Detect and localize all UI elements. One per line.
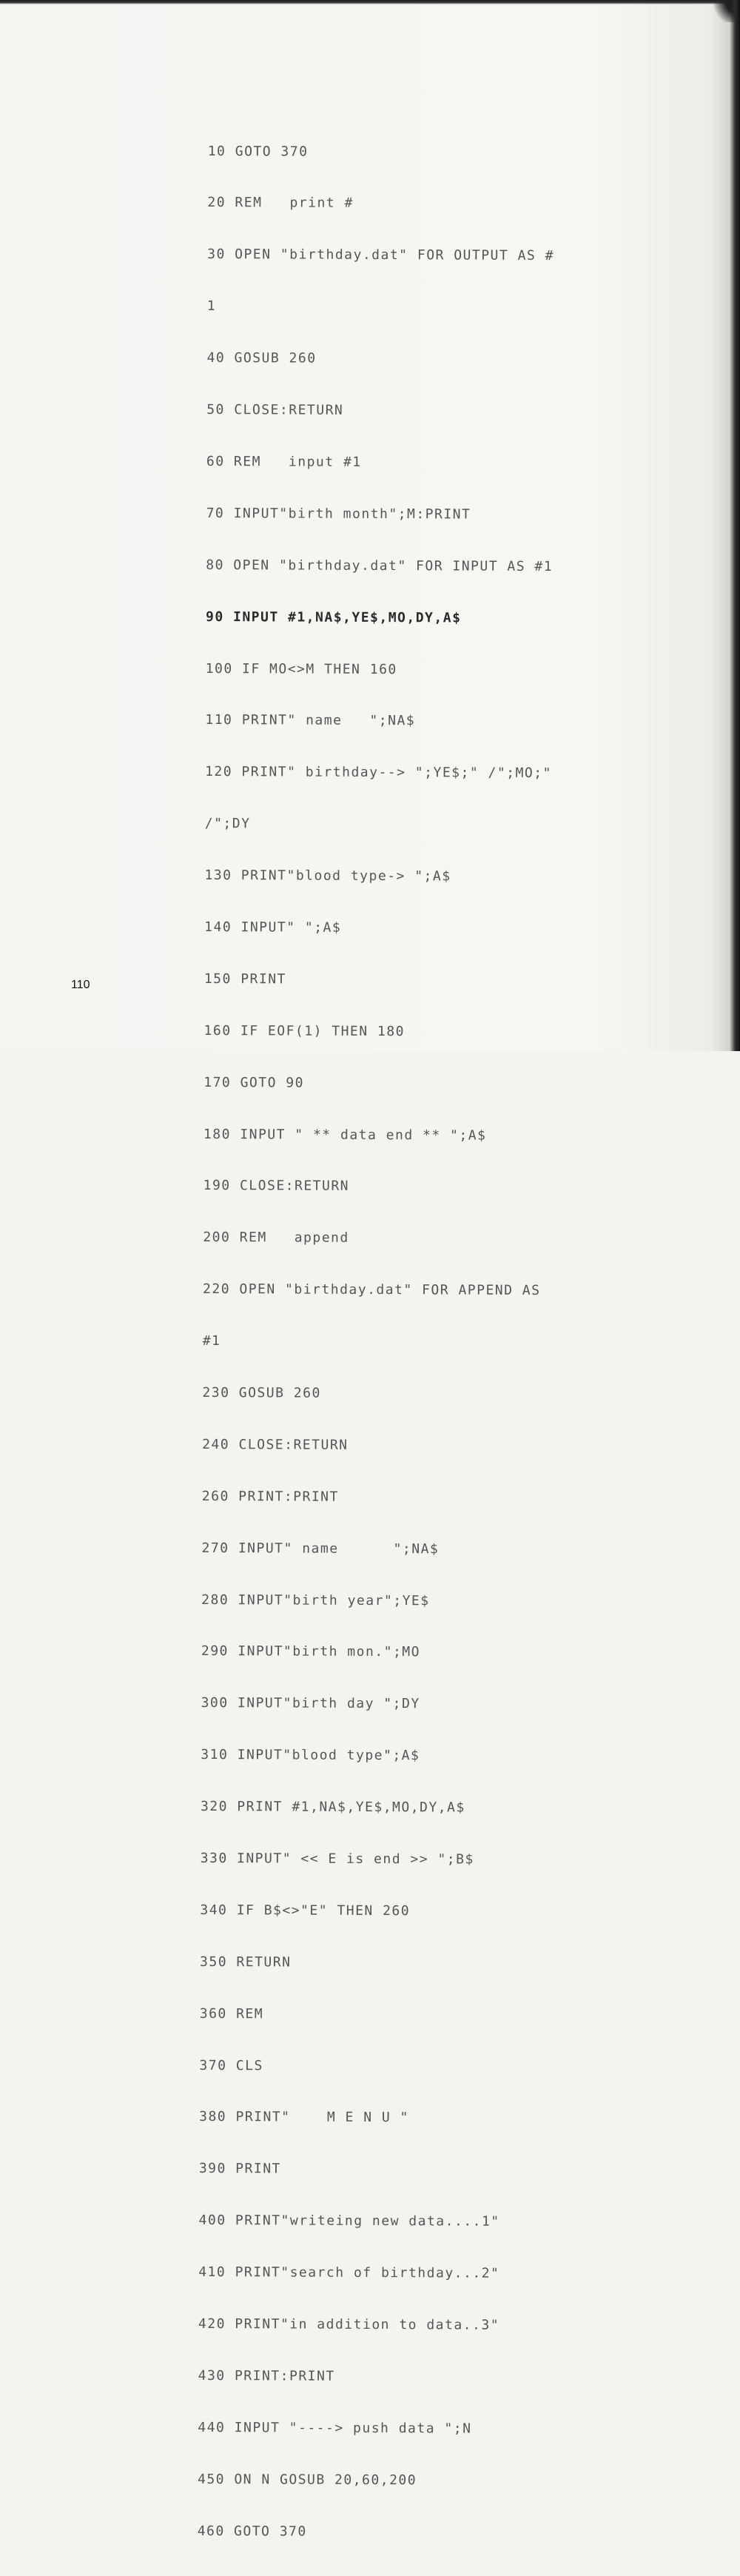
code-line: 320 PRINT #1,NA$,YE$,MO,DY,A$ bbox=[200, 1799, 465, 1816]
code-line: 400 PRINT"writeing new data....1" bbox=[198, 2213, 500, 2230]
code-line: 80 OPEN "birthday.dat" FOR INPUT AS #1 bbox=[206, 557, 554, 574]
code-line: 20 REM print # bbox=[207, 195, 354, 212]
code-line: 110 PRINT" name ";NA$ bbox=[205, 712, 416, 729]
code-line: 50 CLOSE:RETURN bbox=[206, 402, 344, 418]
code-line: 100 IF MO<>M THEN 160 bbox=[205, 660, 397, 677]
code-line: 420 PRINT"in addition to data..3" bbox=[198, 2315, 500, 2333]
code-line: 460 GOTO 370 bbox=[197, 2523, 307, 2540]
code-line: 430 PRINT:PRINT bbox=[198, 2367, 335, 2384]
code-line: 240 CLOSE:RETURN bbox=[202, 1436, 349, 1453]
code-line: 220 OPEN "birthday.dat" FOR APPEND AS bbox=[202, 1281, 541, 1299]
code-line: 30 OPEN "birthday.dat" FOR OUTPUT AS # bbox=[207, 246, 554, 264]
code-line: 270 INPUT" name ";NA$ bbox=[201, 1540, 440, 1557]
code-line: 330 INPUT" << E is end >> ";B$ bbox=[200, 1850, 474, 1868]
code-line: 200 REM append bbox=[203, 1230, 349, 1247]
code-line: 280 INPUT"birth year";YE$ bbox=[201, 1591, 430, 1609]
code-line: 1 bbox=[206, 298, 217, 315]
code-line: 70 INPUT"birth month";M:PRINT bbox=[206, 505, 471, 523]
code-line: 140 INPUT" ";A$ bbox=[204, 919, 342, 936]
code-line: 290 INPUT"birth mon.";MO bbox=[201, 1643, 421, 1660]
code-line: 160 IF EOF(1) THEN 180 bbox=[204, 1022, 406, 1039]
code-line: 150 PRINT bbox=[204, 970, 286, 987]
code-line: 440 INPUT "----> push data ";N bbox=[198, 2419, 472, 2437]
code-line: 120 PRINT" birthday--> ";YE$;" /";MO;" bbox=[205, 764, 552, 782]
code-line: 60 REM input #1 bbox=[206, 453, 362, 470]
code-line: 10 GOTO 370 bbox=[207, 143, 309, 160]
code-line: 360 REM bbox=[199, 2005, 264, 2022]
code-line: 40 GOSUB 260 bbox=[206, 350, 317, 366]
code-line: 190 CLOSE:RETURN bbox=[203, 1178, 350, 1195]
page-binding-edge bbox=[730, 0, 740, 1051]
code-line: 230 GOSUB 260 bbox=[202, 1384, 321, 1401]
page-number: 110 bbox=[71, 979, 90, 991]
code-line: 90 INPUT #1,NA$,YE$,MO,DY,A$ bbox=[205, 608, 462, 626]
basic-program-listing bbox=[197, 108, 622, 2576]
code-line: #1 bbox=[202, 1333, 221, 1349]
code-line: 340 IF B$<>"E" THEN 260 bbox=[200, 1902, 411, 1919]
code-line: /";DY bbox=[204, 816, 251, 832]
code-line: 310 INPUT"blood type";A$ bbox=[201, 1747, 420, 1764]
code-line: 380 PRINT" M E N U " bbox=[199, 2109, 409, 2126]
code-line: 350 RETURN bbox=[200, 1953, 292, 1970]
code-line: 300 INPUT"birth day ";DY bbox=[201, 1695, 420, 1712]
code-line: 450 ON N GOSUB 20,60,200 bbox=[197, 2471, 417, 2488]
code-line: 410 PRINT"search of birthday...2" bbox=[198, 2264, 500, 2281]
page-top-edge-shadow bbox=[0, 0, 740, 4]
code-line: 180 INPUT " ** data end ** ";A$ bbox=[203, 1126, 487, 1144]
code-line: 170 GOTO 90 bbox=[204, 1074, 305, 1091]
code-line: 130 PRINT"blood type-> ";A$ bbox=[204, 868, 451, 885]
code-line: 370 CLS bbox=[199, 2057, 263, 2073]
code-line: 260 PRINT:PRINT bbox=[201, 1488, 339, 1505]
code-line: 390 PRINT bbox=[198, 2161, 281, 2177]
